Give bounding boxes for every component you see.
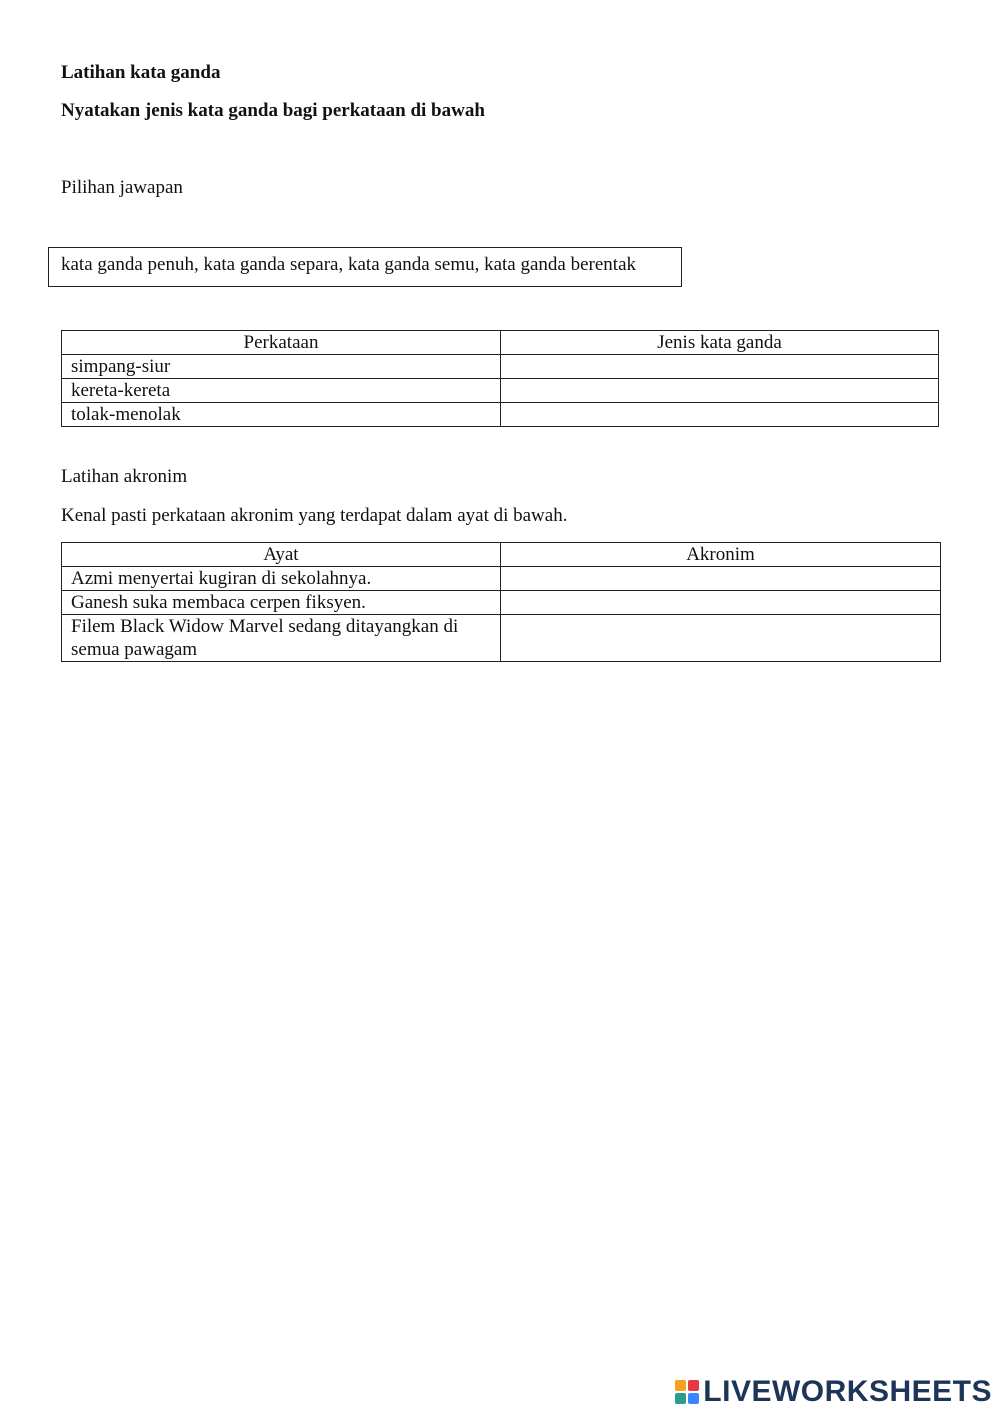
table-row (62, 591, 941, 615)
table-row (62, 379, 939, 403)
answer-input-cell[interactable] (501, 591, 941, 615)
worksheet-title: Latihan kata ganda (61, 62, 221, 83)
sentence-cell: Filem Black Widow Marvel sedang ditayangkan di semua pawagam (62, 615, 501, 662)
worksheet-instruction: Nyatakan jenis kata ganda bagi perkataan di bawah (61, 100, 485, 121)
column-header-perkataan: Perkataan (62, 331, 501, 355)
column-header-akronim: Akronim (501, 543, 941, 567)
logo-text: LIVEWORKSHEETS (703, 1375, 992, 1408)
answer-input-cell[interactable] (501, 615, 941, 662)
logo-square (675, 1380, 686, 1391)
answer-input-cell[interactable] (501, 403, 939, 427)
answer-input-cell[interactable] (501, 355, 939, 379)
logo-icon (675, 1380, 699, 1404)
column-header-ayat: Ayat (62, 543, 501, 567)
akronim-table (61, 542, 941, 662)
sentence-cell: Azmi menyertai kugiran di sekolahnya. (62, 567, 501, 591)
answer-choices-box: kata ganda penuh, kata ganda separa, kata ganda semu, kata ganda berentak (48, 247, 682, 287)
table-row (62, 403, 939, 427)
akronim-section-title: Latihan akronim (61, 466, 188, 487)
word-cell: simpang-siur (62, 355, 501, 379)
table-header-row (62, 543, 941, 567)
choices-label: Pilihan jawapan (61, 177, 183, 198)
answer-input-cell[interactable] (501, 379, 939, 403)
column-header-jenis: Jenis kata ganda (501, 331, 939, 355)
table-row (62, 355, 939, 379)
liveworksheets-logo (675, 1375, 992, 1409)
table-header-row (62, 331, 939, 355)
akronim-instruction: Kenal pasti perkataan akronim yang terdapat dalam ayat di bawah. (61, 505, 568, 526)
logo-square (688, 1393, 699, 1404)
logo-square (675, 1393, 686, 1404)
kata-ganda-table (61, 330, 939, 427)
sentence-cell: Ganesh suka membaca cerpen fiksyen. (62, 591, 501, 615)
logo-square (688, 1380, 699, 1391)
table-row (62, 615, 941, 662)
table-row (62, 567, 941, 591)
word-cell: tolak-menolak (62, 403, 501, 427)
answer-input-cell[interactable] (501, 567, 941, 591)
word-cell: kereta-kereta (62, 379, 501, 403)
